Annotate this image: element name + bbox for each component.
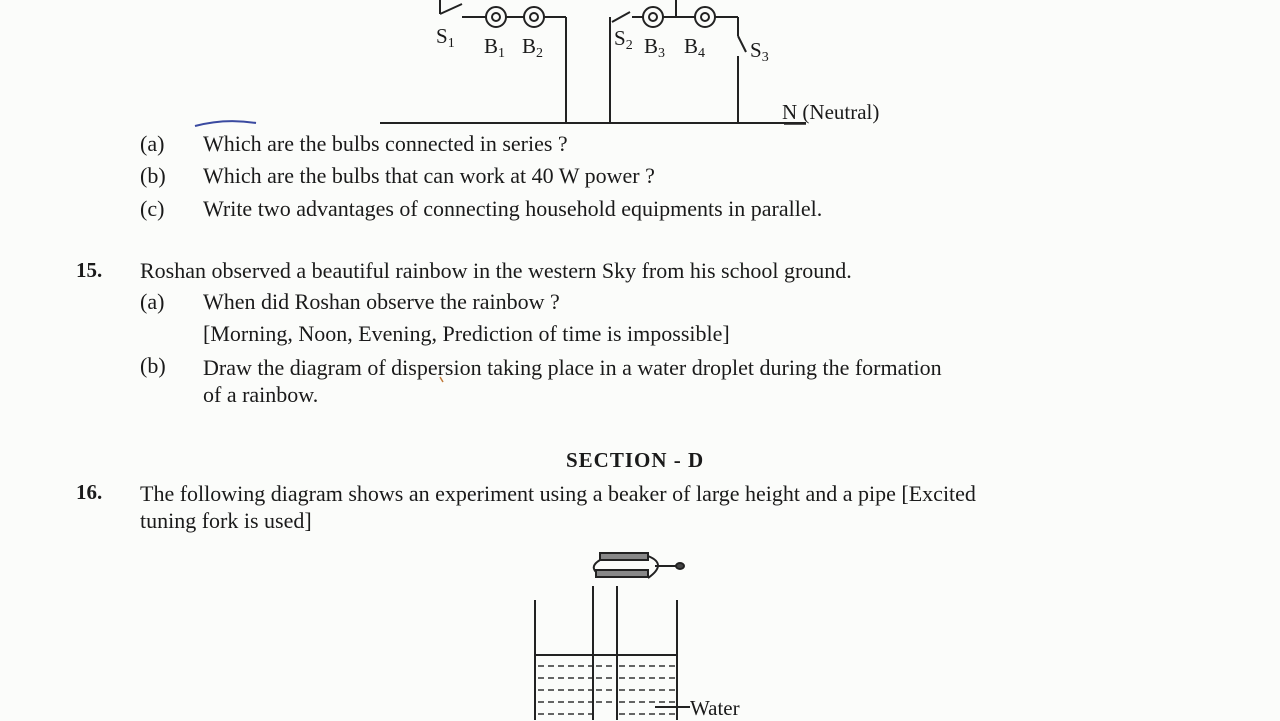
water-fill [538, 666, 675, 714]
q15-a-text: When did Roshan observe the rainbow ? [203, 289, 560, 314]
q16-stem-line2: tuning fork is used] [140, 508, 312, 533]
label-water: Water [690, 696, 740, 720]
q14-a-text: Which are the bulbs connected in series ? [203, 131, 568, 156]
label-b1: $B_1$ [484, 34, 506, 61]
q16-stem-line1: The following diagram shows an experiment using a beaker of large height and a pipe [Excited [140, 481, 976, 506]
label-s1: $S_1$ [436, 24, 455, 51]
q16-number: 16. [76, 480, 103, 504]
section-heading: SECTION - D [566, 448, 705, 472]
q14-c-text: Write two advantages of connecting household equipments in parallel. [203, 196, 823, 221]
label-neutral: N (Neutral) [782, 100, 880, 124]
q15-number: 15. [76, 258, 103, 282]
tuning-fork-prong-bottom [596, 570, 648, 577]
q14-b-text: Which are the bulbs that can work at 40 W power ? [203, 163, 655, 188]
q15-b-label: (b) [140, 353, 166, 378]
q14-c-label: (c) [140, 196, 165, 221]
tuning-fork-knob [676, 563, 684, 569]
label-s2: $S_2$ [614, 26, 633, 53]
label-b4: $B_4$ [684, 34, 706, 61]
label-b3: $B_3$ [644, 34, 666, 61]
tuning-fork-prong-top [600, 553, 648, 560]
q15-b-text-line2: of a rainbow. [203, 382, 319, 407]
q15-a-options: [Morning, Noon, Evening, Prediction of time is impossible] [203, 321, 730, 346]
label-s3: $S_3$ [750, 38, 769, 65]
q15-stem: Roshan observed a beautiful rainbow in the western Sky from his school ground. [140, 258, 852, 283]
q15-b-text-line1: Draw the diagram of dispersion taking place in a water droplet during the formation [203, 355, 942, 380]
q14-a-label: (a) [140, 131, 165, 156]
q15-a-label: (a) [140, 289, 165, 314]
label-b2: $B_2$ [522, 34, 544, 61]
q14-b-label: (b) [140, 163, 166, 188]
